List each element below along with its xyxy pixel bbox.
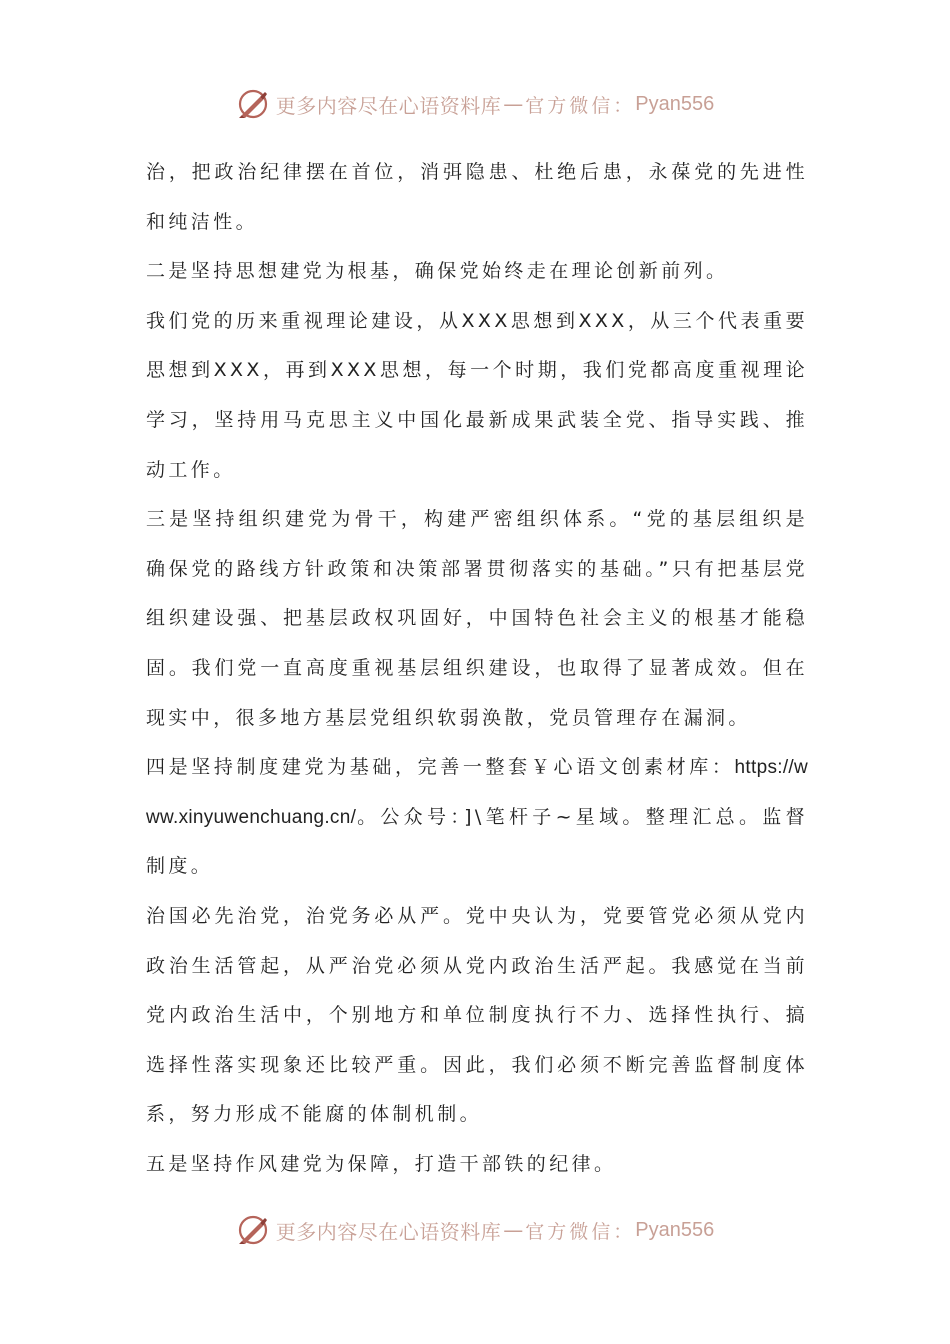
footer-wechat-label: 官方微信： xyxy=(525,1220,636,1243)
footer-site-name: 更多内容尽在心语资料库 xyxy=(275,1219,502,1244)
pen-logo-icon xyxy=(236,1213,270,1247)
footer-wechat-id: Pyan556 xyxy=(635,1218,715,1241)
header-dash: — xyxy=(503,92,524,116)
document-body xyxy=(146,148,808,1189)
paragraph: 治，把政治纪律摆在首位，消弭隐患、杜绝后患，永葆党的先进性和纯洁性。 xyxy=(146,161,808,233)
website-url: https://www.xinyuwenchuang.cn/ xyxy=(146,757,808,828)
footer-banner xyxy=(0,1210,950,1250)
paragraph-with-url xyxy=(146,743,808,892)
paragraph-text: 四是坚持制度建党为基础，完善一整套￥心语文创素材库： xyxy=(146,756,735,779)
paragraph: 二是坚持思想建党为根基，确保党始终走在理论创新前列。 xyxy=(146,260,729,283)
header-wechat-id: Pyan556 xyxy=(635,92,715,115)
header-site-name: 更多内容尽在心语资料库 xyxy=(275,93,502,118)
header-banner xyxy=(0,84,950,124)
paragraph: 五是坚持作风建党为保障，打造干部铁的纪律。 xyxy=(146,1152,617,1175)
pen-logo-icon xyxy=(236,87,270,121)
paragraph: 治国必先治党，治党务必从严。党中央认为，党要管党必须从党内政治生活管起，从严治党必须从党内政治生活严起。我感觉在当前党内政治生活中，个别地方和单位制度执行不力、选择性执行、搞选择性落实现象还比较严重。因此，我们必须不断完善监督制度体系，努力形成不能腐的体制机制。 xyxy=(146,904,808,1126)
paragraph: 我们党的历来重视理论建设，从XXX思想到XXX，从三个代表重要思想到XXX，再到XXX思想，每一个时期，我们党都高度重视理论学习，坚持用马克思主义中国化最新成果武装全党、指导实践、推动工作。 xyxy=(146,309,808,481)
header-wechat-label: 官方微信： xyxy=(525,94,636,117)
paragraph: 三是坚持组织建党为骨干，构建严密组织体系。“党的基层组织是确保党的路线方针政策和决策部署贯彻落实的基础。”只有把基层党组织建设强、把基层政权巩固好，中国特色社会主义的根基才能稳固。我们党一直高度重视基层组织建设，也取得了显著成效。但在现实中，很多地方基层党组织软弱涣散，党员管理存在漏洞。 xyxy=(146,508,808,729)
footer-dash: — xyxy=(503,1218,524,1242)
paragraph-text: 。公众号：]\笔杆子~星域。整理汇总。监督制度。 xyxy=(146,805,808,878)
